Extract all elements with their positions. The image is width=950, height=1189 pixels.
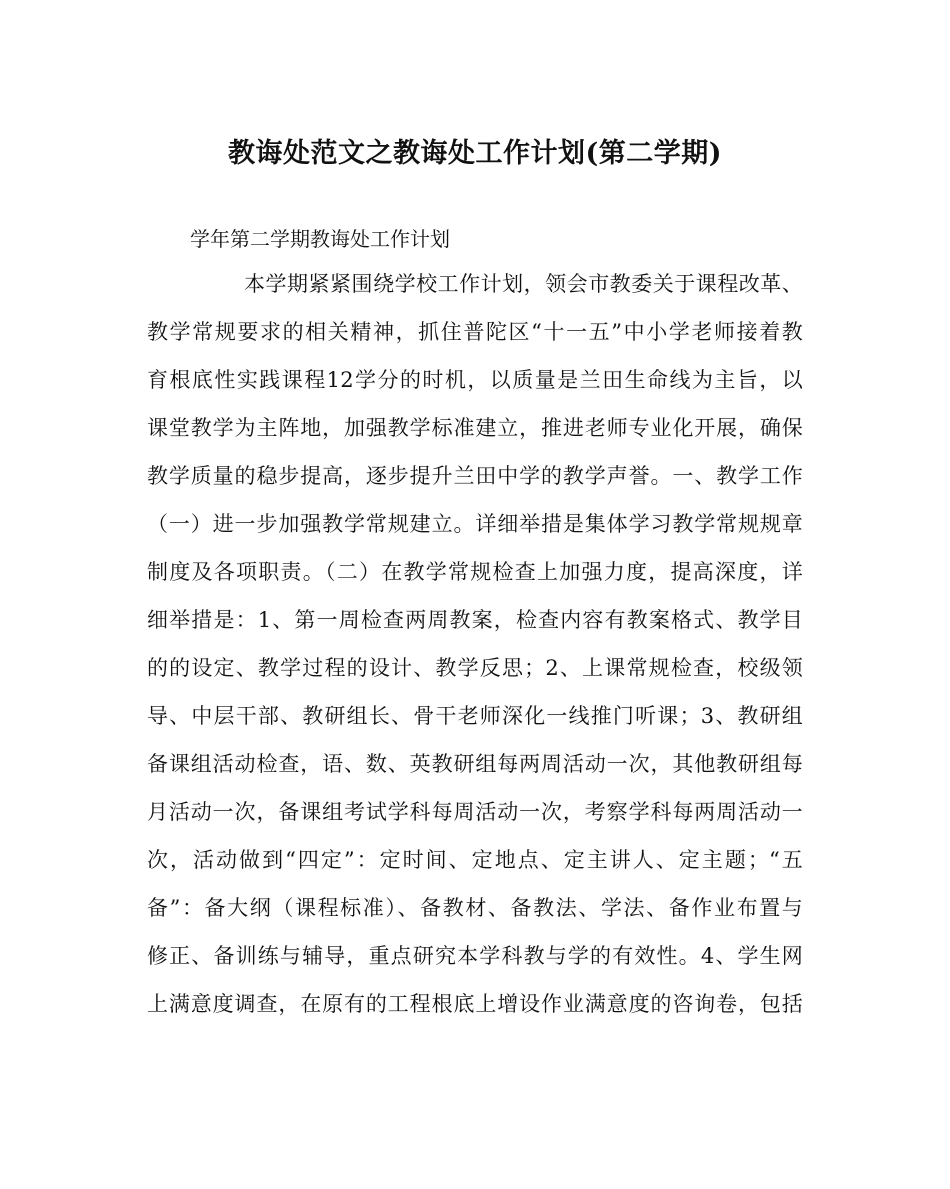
body-line: 的的设定、教学过程的设计、教学反思；2、上课常规检查，校级领	[147, 656, 803, 680]
body-line: 上满意度调查，在原有的工程根底上增设作业满意度的咨询卷，包括	[147, 992, 803, 1016]
body-line: 备课组活动检查，语、数、英教研组每两周活动一次，其他教研组每	[147, 752, 803, 776]
document-subheading: 学年第二学期教诲处工作计划	[190, 227, 450, 251]
body-line: 次，活动做到“四定”：定时间、定地点、定主讲人、定主题；“五	[147, 848, 803, 872]
body-line: （一）进一步加强教学常规建立。详细举措是集体学习教学常规规章	[147, 512, 803, 536]
body-line: 课堂教学为主阵地，加强教学标准建立，推进老师专业化开展，确保	[147, 416, 803, 440]
body-line: 教学常规要求的相关精神，抓住普陀区“十一五”中小学老师接着教	[147, 320, 803, 344]
body-line: 育根底性实践课程12学分的时机，以质量是兰田生命线为主旨，以	[147, 368, 803, 392]
body-line: 细举措是：1、第一周检查两周教案，检查内容有教案格式、教学目	[147, 608, 803, 632]
body-line: 月活动一次，备课组考试学科每周活动一次，考察学科每两周活动一	[147, 800, 803, 824]
body-line: 修正、备训练与辅导，重点研究本学科教与学的有效性。4、学生网	[147, 944, 803, 968]
document-body	[147, 269, 803, 1037]
body-line: 备”：备大纲（课程标准）、备教材、备教法、学法、备作业布置与	[147, 896, 803, 920]
body-line: 制度及各项职责。（二）在教学常规检查上加强力度，提高深度，详	[147, 560, 803, 584]
body-line: 本学期紧紧围绕学校工作计划，领会市教委关于课程改革、	[244, 272, 803, 296]
document-title: 教诲处范文之教诲处工作计划(第二学期)	[227, 138, 723, 169]
body-line: 导、中层干部、教研组长、骨干老师深化一线推门听课；3、教研组	[147, 704, 803, 728]
body-line: 教学质量的稳步提高，逐步提升兰田中学的教学声誉。一、教学工作	[147, 464, 803, 488]
